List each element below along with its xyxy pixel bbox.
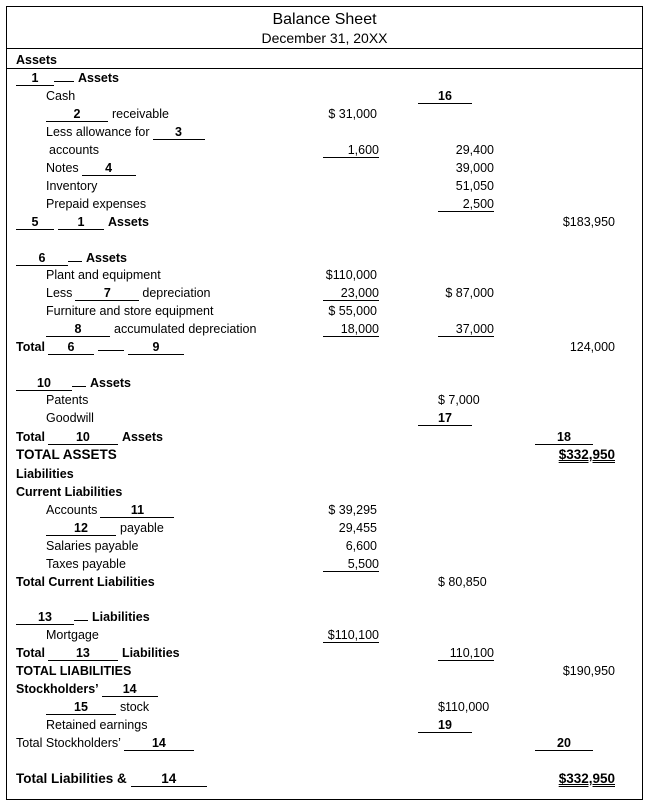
mortgage-amount <box>323 628 379 643</box>
net-furniture-amount <box>438 322 494 337</box>
blank-7[interactable]: 7 <box>75 286 139 301</box>
notes-row <box>46 161 136 176</box>
inventory-label: Inventory <box>46 179 98 193</box>
blank-18[interactable]: 18 <box>535 430 593 445</box>
receivable-row <box>46 107 169 122</box>
stock-row <box>46 700 149 715</box>
allowance-label: Less allowance for <box>46 125 150 139</box>
total-intangible-row <box>16 430 163 445</box>
stock-amount: $110,000 <box>438 700 490 714</box>
inventory-amount: 51,050 <box>455 179 494 193</box>
blank-20[interactable]: 20 <box>535 736 593 751</box>
taxes-payable-label: Taxes payable <box>46 557 126 571</box>
plant-assets-label: Assets <box>86 251 127 265</box>
total-long-term-amount <box>438 646 494 661</box>
total-long-term-amount-value: 110,100 <box>438 646 494 661</box>
blank-11[interactable]: 11 <box>100 503 174 518</box>
less-label: Less <box>46 286 73 300</box>
goodwill-amount <box>418 411 472 426</box>
notes-label: Notes <box>46 161 79 175</box>
accumulated-depreciation-label: accumulated depreciation <box>114 322 257 336</box>
total-current-assets-amount: $183,950 <box>562 215 615 229</box>
salaries-payable-label: Salaries payable <box>46 539 139 553</box>
total-equity-row <box>16 736 194 751</box>
accumulated-depreciation-amount <box>323 322 379 337</box>
depreciation-amount-value: 23,000 <box>323 286 379 301</box>
cash-label: Cash <box>46 89 76 103</box>
sheet-date: December 31, 20XX <box>261 30 388 46</box>
plant-equipment-amount: $110,000 <box>325 268 377 282</box>
blank-10-repeat[interactable]: 10 <box>48 430 118 445</box>
header-divider <box>6 48 643 49</box>
total-intangible-amount <box>535 430 593 445</box>
blank-6-repeat[interactable]: 6 <box>48 340 94 355</box>
total-liabilities-equity-row <box>16 771 207 787</box>
taxes-payable-amount <box>323 557 379 572</box>
retained-earnings-amount <box>418 718 472 733</box>
accumulated-depreciation-row <box>46 322 256 337</box>
net-plant-amount: $ 87,000 <box>445 286 494 300</box>
total-word-2: Total <box>16 430 45 444</box>
notes-payable-row <box>46 521 164 536</box>
blank-6-tail <box>68 261 82 262</box>
blank-1-repeat[interactable]: 1 <box>58 215 104 230</box>
blank-15[interactable]: 15 <box>46 700 116 715</box>
accumulated-depreciation-amount-value: 18,000 <box>323 322 379 337</box>
blank-2[interactable]: 2 <box>46 107 108 122</box>
blank-14-footer[interactable]: 14 <box>131 772 207 787</box>
blank-5[interactable]: 5 <box>16 215 54 230</box>
mortgage-label: Mortgage <box>46 628 99 642</box>
total-word-3: Total <box>16 646 45 660</box>
plant-assets-heading <box>16 251 127 266</box>
sheet-title: Balance Sheet <box>272 11 377 28</box>
total-intangible-label: Assets <box>121 430 163 444</box>
assets-heading: Assets <box>16 53 57 67</box>
total-current-assets-row <box>16 215 149 230</box>
total-liabilities-amount: $190,950 <box>562 664 615 678</box>
long-term-liabilities-heading <box>16 610 150 625</box>
intangible-assets-label: Assets <box>90 376 131 390</box>
blank-14-repeat[interactable]: 14 <box>124 736 194 751</box>
total-plant-assets-amount: 124,000 <box>569 340 615 354</box>
accounts-payable-amount: $ 39,295 <box>328 503 377 517</box>
blank-13[interactable]: 13 <box>16 610 74 625</box>
total-liabilities-equity-label: Total Liabilities & <box>16 771 127 786</box>
plant-equipment-label: Plant and equipment <box>46 268 161 282</box>
salaries-payable-amount: 6,600 <box>345 539 377 553</box>
prepaid-amount <box>438 197 494 212</box>
accounts-label: accounts <box>49 143 100 157</box>
total-long-term-row <box>16 646 180 661</box>
current-liabilities-heading: Current Liabilities <box>16 485 123 499</box>
furniture-amount: $ 55,000 <box>328 304 377 318</box>
depreciation-label: depreciation <box>142 286 211 300</box>
notes-payable-label: payable <box>120 521 164 535</box>
total-assets-label: TOTAL ASSETS <box>16 447 117 462</box>
blank-4[interactable]: 4 <box>82 161 136 176</box>
accounts-payable-row <box>46 503 174 518</box>
total-equity-label: Total Stockholders’ <box>16 736 121 750</box>
blank-19[interactable]: 19 <box>418 718 472 733</box>
prepaid-label: Prepaid expenses <box>46 197 147 211</box>
blank-10[interactable]: 10 <box>16 376 72 391</box>
depreciation-amount <box>323 286 379 301</box>
blank-8[interactable]: 8 <box>46 322 110 337</box>
total-current-assets-label: Assets <box>108 215 149 229</box>
blank-6-gap <box>98 350 124 351</box>
blank-3[interactable]: 3 <box>153 125 205 140</box>
cash-amount <box>418 89 472 104</box>
mortgage-amount-value: $110,100 <box>323 628 379 643</box>
assets-divider <box>6 68 643 69</box>
total-liabilities-equity-amount: $332,950 <box>558 771 615 786</box>
blank-6[interactable]: 6 <box>16 251 68 266</box>
blank-9[interactable]: 9 <box>128 340 184 355</box>
retained-earnings-label: Retained earnings <box>46 718 148 732</box>
prepaid-amount-value: 2,500 <box>438 197 494 212</box>
blank-13-repeat[interactable]: 13 <box>48 646 118 661</box>
total-current-liabilities-label: Total Current Liabilities <box>16 575 155 589</box>
goodwill-label: Goodwill <box>46 411 94 425</box>
blank-16[interactable]: 16 <box>418 89 472 104</box>
blank-1-tail <box>54 81 74 82</box>
intangible-assets-heading <box>16 376 131 391</box>
notes-amount: 39,000 <box>455 161 494 175</box>
equity-heading <box>16 682 158 697</box>
total-liabilities-label: TOTAL LIABILITIES <box>16 664 132 678</box>
blank-12[interactable]: 12 <box>46 521 116 536</box>
notes-payable-amount: 29,455 <box>338 521 377 535</box>
current-assets-heading <box>16 71 119 86</box>
taxes-payable-amount-value: 5,500 <box>323 557 379 572</box>
allowance-row <box>46 125 205 140</box>
receivable-amount: $ 31,000 <box>328 107 377 121</box>
patents-label: Patents <box>46 393 89 407</box>
blank-17[interactable]: 17 <box>418 411 472 426</box>
current-assets-label: Assets <box>78 71 119 85</box>
total-word: Total <box>16 340 45 354</box>
accounts-amount <box>323 143 379 158</box>
total-equity-amount <box>535 736 593 751</box>
less-depreciation-row <box>46 286 211 301</box>
total-long-term-label: Liabilities <box>121 646 180 660</box>
stock-label: stock <box>120 700 150 714</box>
patents-amount: $ 7,000 <box>438 393 480 407</box>
total-assets-amount: $332,950 <box>558 447 615 462</box>
total-current-liabilities-amount: $ 80,850 <box>438 575 487 589</box>
accounts-payable-label: Accounts <box>46 503 98 517</box>
equity-heading-label: Stockholders’ <box>16 682 99 696</box>
net-furniture-amount-value: 37,000 <box>438 322 494 337</box>
net-receivable-amount: 29,400 <box>455 143 494 157</box>
blank-1[interactable]: 1 <box>16 71 54 86</box>
blank-10-tail <box>72 386 86 387</box>
total-plant-assets-row <box>16 340 184 355</box>
long-term-liabilities-label: Liabilities <box>92 610 150 624</box>
receivable-label: receivable <box>112 107 169 121</box>
accounts-amount-value: 1,600 <box>323 143 379 158</box>
blank-13-tail <box>74 620 88 621</box>
liabilities-heading: Liabilities <box>16 467 74 481</box>
blank-14[interactable]: 14 <box>102 682 158 697</box>
furniture-label: Furniture and store equipment <box>46 304 214 318</box>
